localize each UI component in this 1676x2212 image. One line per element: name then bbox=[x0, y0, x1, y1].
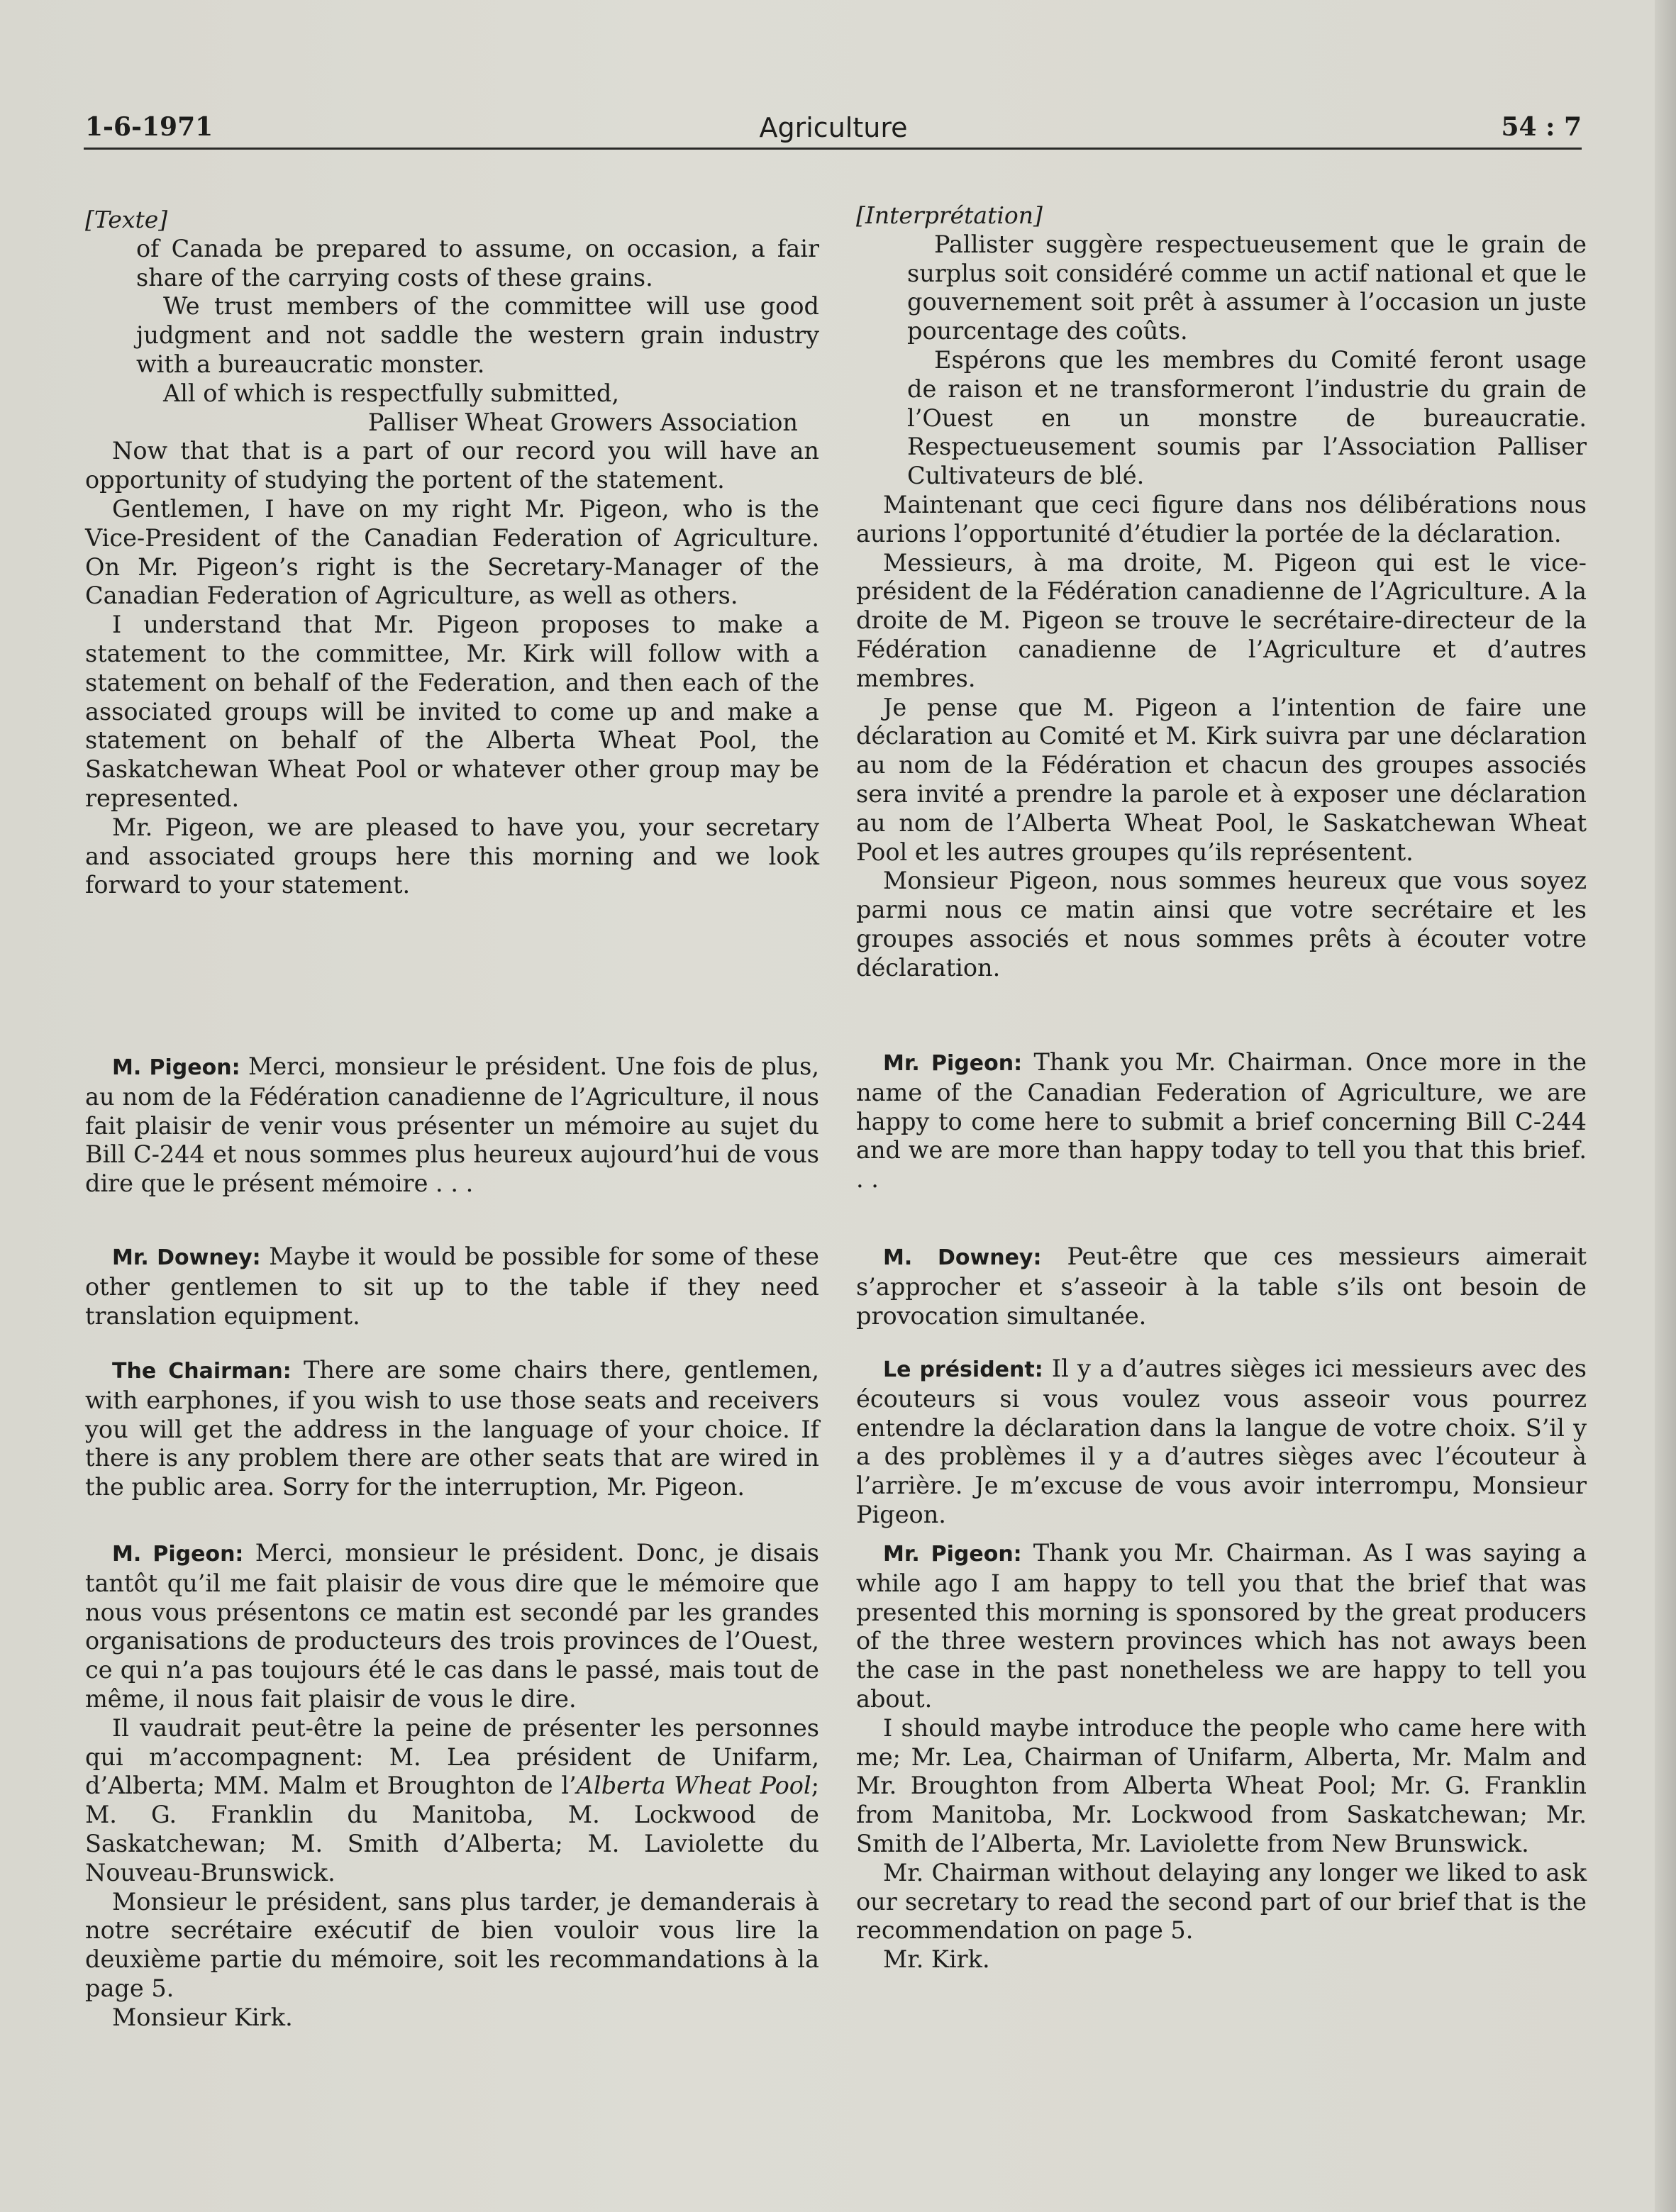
right-paragraph-7: Mr. Kirk. bbox=[883, 1945, 990, 1974]
right-speech-2 bbox=[856, 1243, 1587, 1330]
left-signature-line1: All of which is respectfully submitted, bbox=[163, 379, 620, 407]
left-signature-line2: Palliser Wheat Growers Association bbox=[367, 408, 798, 436]
right-speech-4 bbox=[856, 1539, 1587, 1974]
right-speech-3 bbox=[856, 1355, 1587, 1530]
left-paragraph-6: Monsieur le président, sans plus tarder, je demanderais à notre secrétaire exécutif de bien vouloir vous lire la deuxième partie du mémoire, soit les recommandations à la page 5. bbox=[85, 1887, 819, 2002]
right-column-top bbox=[856, 201, 1587, 983]
left-speech-1-text: Merci, monsieur le président. Une fois de plus, au nom de la Fédération canadienne de l’Agriculture, il nous fait plaisir de venir vous présenter un mémoire au sujet du Bill C-244 et nous sommes plus heureux aujourd’hui de vous dire que le présent mémoire . . . bbox=[85, 1052, 819, 1198]
left-paragraph-1: Now that that is a part of our record you will have an opportunity of studying the portent of the statement. bbox=[85, 437, 819, 494]
right-quote bbox=[856, 230, 1587, 491]
left-speaker-4: M. Pigeon: bbox=[112, 1542, 244, 1567]
right-paragraph-5: I should maybe introduce the people who came here with me; Mr. Lea, Chairman of Unifarm, Alberta, Mr. Malm and Mr. Broughton from Alberta Wheat Pool; Mr. G. Franklin from Manitoba, Mr. Lockwood from Saskatchewan; Mr. Smith de l’Alberta, Mr. Laviolette from New Brunswick. bbox=[856, 1713, 1587, 1857]
right-speaker-1: Mr. Pigeon: bbox=[883, 1051, 1023, 1076]
page-header bbox=[85, 112, 1582, 152]
page-edge bbox=[1655, 0, 1676, 2212]
left-speech-2-text: Maybe it would be possible for some of these other gentlemen to sit up to the table if they need translation equipment. bbox=[85, 1243, 819, 1330]
right-speaker-2: M. Downey: bbox=[883, 1245, 1042, 1270]
left-speech-2 bbox=[85, 1243, 819, 1330]
left-speech-4 bbox=[85, 1539, 819, 2033]
left-paragraph-5-italic: Alberta Wheat Pool bbox=[576, 1772, 811, 1800]
left-speech-3-text: There are some chairs there, gentlemen, with earphones, if you wish to use those seats and receivers you will get the address in the language of your choice. If there is any problem there are other seats that are wired in the public area. Sorry for the interruption, Mr. Pigeon. bbox=[85, 1356, 820, 1501]
left-paragraph-4: Mr. Pigeon, we are pleased to have you, your secretary and associated groups here this morning and we look forward to your statement. bbox=[85, 813, 819, 899]
right-paragraph-2: Messieurs, à ma droite, M. Pigeon qui est le vice-président de la Fédération canadienne de l’Agriculture. A la droite de M. Pigeon se trouve le secrétaire-directeur de la Fédération canadienne de l’Agriculture et d’autres membres. bbox=[856, 548, 1587, 692]
header-date: 1-6-1971 bbox=[85, 112, 213, 142]
right-paragraph-4: Monsieur Pigeon, nous sommes heureux que vous soyez parmi nous ce matin ainsi que votre secrétaire et les groupes associés et nous sommes prêts à écouter votre déclaration. bbox=[856, 867, 1587, 982]
left-speech-1 bbox=[85, 1052, 819, 1199]
header-page-number: 54 : 7 bbox=[1501, 112, 1582, 142]
left-paragraph-3: I understand that Mr. Pigeon proposes to make a statement to the committee, Mr. Kirk will follow with a statement on behalf of the Federation, and then each of the associated groups will be invited to come up and make a statement on behalf of the Alberta Wheat Pool, the Saskatchewan Wheat Pool or whatever other group may be represented. bbox=[85, 611, 819, 812]
right-speech-1 bbox=[856, 1048, 1587, 1194]
left-quote bbox=[85, 235, 819, 379]
right-quote-p2: Espérons que les membres du Comité feront usage de raison et ne transformeront l’industrie du grain de l’Ouest en un monstre de bureaucratie. Respectueusement soumis par l’Association Palliser Cultivateurs de blé. bbox=[907, 345, 1587, 490]
header-title: Agriculture bbox=[759, 112, 908, 143]
right-quote-p1: Pallister suggère respectueusement que le grain de surplus soit considéré comme un actif national et que le gouvernement soit prêt à assumer à l’occasion un juste pourcentage des coûts. bbox=[907, 230, 1587, 345]
left-quote-p1: of Canada be prepared to assume, on occasion, a fair share of the carrying costs of these grains. bbox=[136, 234, 819, 291]
left-paragraph-7: Monsieur Kirk. bbox=[112, 2003, 293, 2031]
left-paragraph-2: Gentlemen, I have on my right Mr. Pigeon, who is the Vice-President of the Canadian Federation of Agriculture. On Mr. Pigeon’s right is the Secretary-Manager of the Canadian Federation of Agriculture, as well as others. bbox=[85, 494, 819, 610]
right-speaker-4: Mr. Pigeon: bbox=[883, 1542, 1022, 1567]
right-speech-3-text: Il y a d’autres sièges ici messieurs avec des écouteurs si vous voulez vous asseoir vous pourrez entendre la déclaration dans la langue de votre choix. S’il y a des problèmes il y a d’autres sièges avec l’écouteur à l’arrière. Je m’excuse de vous avoir interrompu, Monsieur Pigeon. bbox=[856, 1355, 1587, 1528]
right-paragraph-6: Mr. Chairman without delaying any longer we liked to ask our secretary to read the second part of our brief that is the recommendation on page 5. bbox=[856, 1858, 1587, 1945]
right-paragraph-1: Maintenant que ceci figure dans nos délibérations nous aurions l’opportunité d’étudier la portée de la déclaration. bbox=[856, 490, 1587, 548]
left-speaker-1: M. Pigeon: bbox=[112, 1055, 240, 1080]
left-paragraph-5: Il vaudrait peut-être la peine de présenter les personnes qui m’accompagnent: M. Lea président de Unifarm, d’Alberta; MM. Malm et Broughton de l’Alberta Wheat Pool; M. G. Franklin du Manitoba, M. Lockwood de Saskatchewan; M. Smith d’Alberta; M. Laviolette du Nouveau-Brunswick. bbox=[85, 1713, 819, 1886]
left-speech-4-text: Merci, monsieur le président. Donc, je disais tantôt qu’il me fait plaisir de vous dire que le mémoire que nous vous présentons ce matin est secondé par les grandes organisations de producteurs des trois provinces de l’Ouest, ce qui n’a pas toujours été le cas dans le passé, mais tout de même, il nous fait plaisir de vous le dire. bbox=[85, 1539, 819, 1713]
left-speech-3 bbox=[85, 1356, 819, 1502]
right-speech-1-text: Thank you Mr. Chairman. Once more in the name of the Canadian Federation of Agriculture, we are happy to come here to submit a brief concerning Bill C-244 and we are more than happy today to tell you that this brief. . . bbox=[856, 1048, 1587, 1194]
left-column-top bbox=[85, 206, 819, 900]
right-speaker-3: Le président: bbox=[883, 1357, 1043, 1382]
left-speaker-2: Mr. Downey: bbox=[112, 1245, 261, 1270]
left-language-label: [Texte] bbox=[85, 206, 168, 233]
left-quote-p2: We trust members of the committee will use good judgment and not saddle the western grain industry with a bureaucratic monster. bbox=[136, 292, 819, 378]
right-paragraph-3: Je pense que M. Pigeon a l’intention de faire une déclaration au Comité et M. Kirk suivra par une déclaration au nom de la Fédération et chacun des groupes associés sera invité a prendre la parole et à exposer une déclaration au nom de l’Alberta Wheat Pool, le Saskatchewan Wheat Pool et les autres groupes qu’ils représentent. bbox=[856, 693, 1587, 866]
right-speech-4-text: Thank you Mr. Chairman. As I was saying a while ago I am happy to tell you that the brief that was presented this morning is sponsored by the great producers of the three western provinces which has not aways been the case in the past nonetheless we are happy to tell you about. bbox=[856, 1539, 1587, 1713]
right-speech-2-text: Peut-être que ces messieurs aimerait s’approcher et s’asseoir à la table s’ils ont besoin de provocation simultanée. bbox=[856, 1243, 1587, 1330]
left-speaker-3: The Chairman: bbox=[112, 1359, 292, 1384]
header-rule bbox=[84, 148, 1582, 150]
right-language-label: [Interprétation] bbox=[856, 201, 1043, 229]
